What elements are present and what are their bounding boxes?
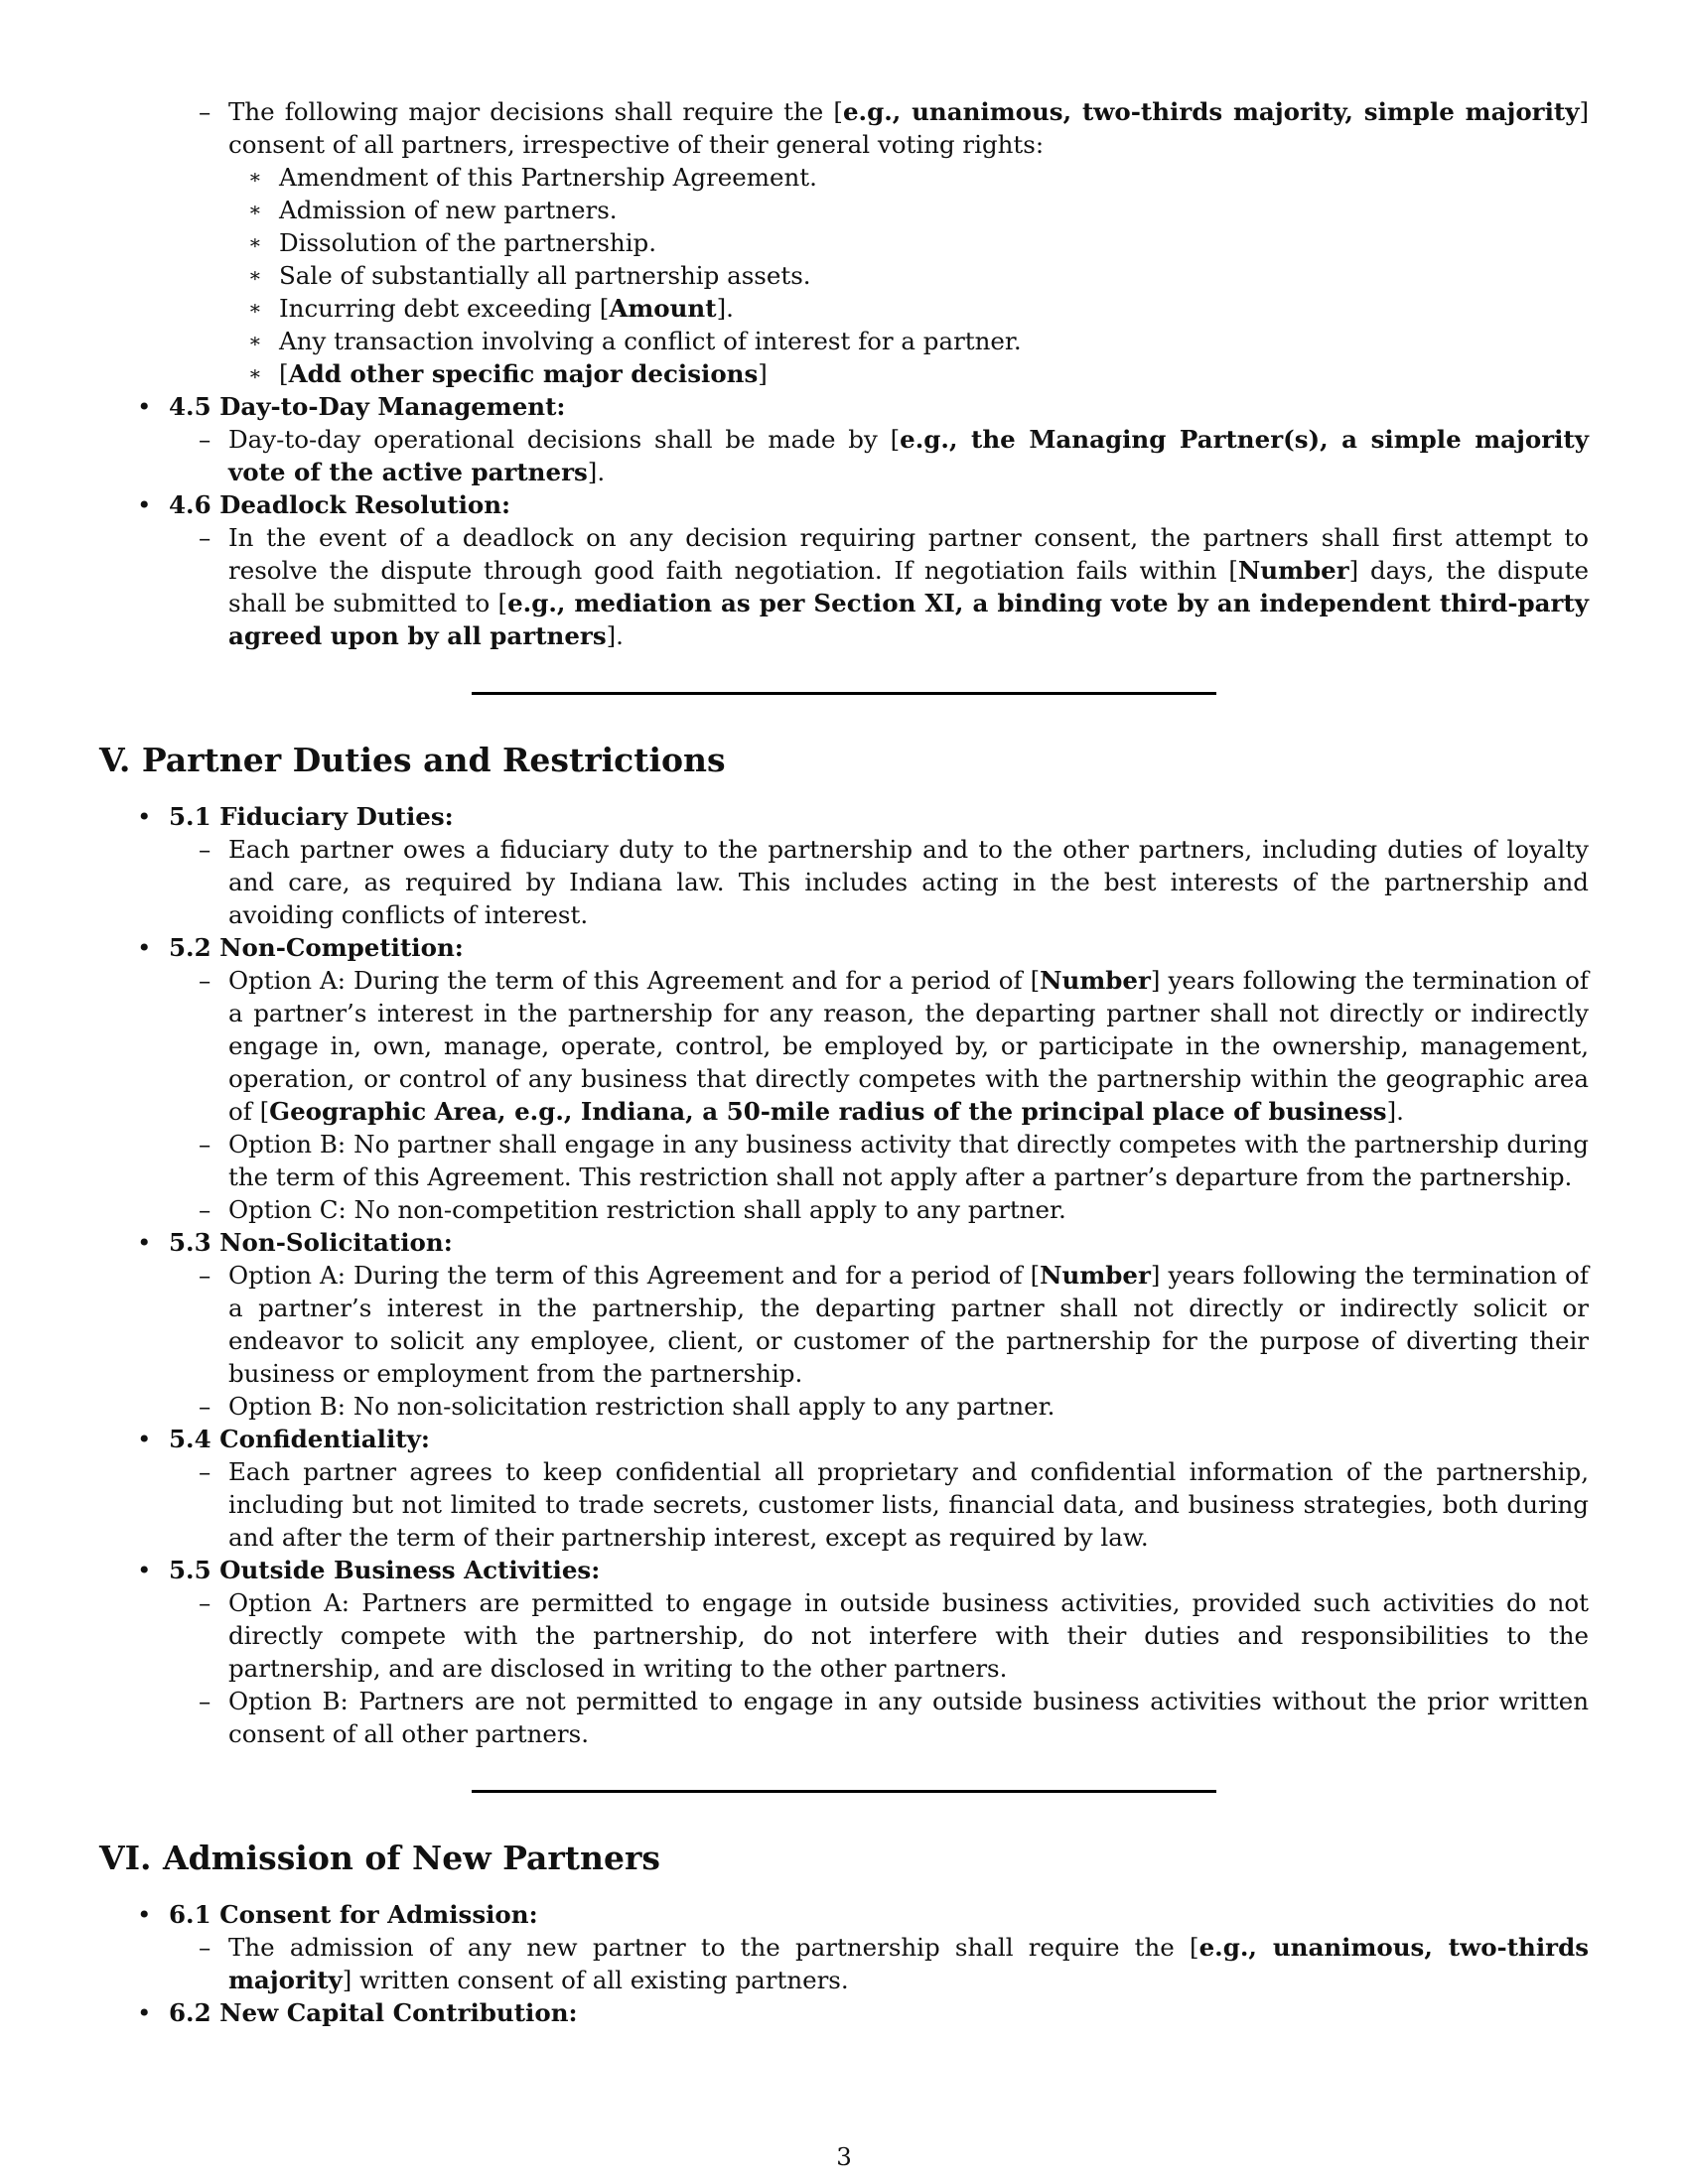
dot-bullet: •: [137, 1228, 152, 1257]
clause-5-2-option-b: – Option B: No partner shall engage in any business activity that directly competes with the partnership during the term of this Agreement. This restriction shall not apply after a partner’s departure from the partnership.: [199, 1130, 1589, 1191]
clause-5-4: [99, 1423, 1589, 1455]
dot-bullet: •: [137, 1425, 152, 1453]
dash-bullet: –: [199, 1392, 211, 1421]
dot-bullet: •: [137, 1998, 152, 2027]
dot-bullet: •: [137, 392, 152, 421]
dash-bullet: –: [199, 1195, 211, 1224]
dot-bullet: •: [137, 490, 152, 519]
clause-5-5: [99, 1554, 1589, 1586]
dash-bullet: –: [199, 425, 211, 454]
dash-bullet: –: [199, 1687, 211, 1715]
clause-5-5-option-b: – Option B: Partners are not permitted to engage in any outside business activities without the prior written consent of all other partners.: [199, 1687, 1589, 1748]
asterisk-bullet: ∗: [248, 329, 262, 352]
section-divider: [472, 1790, 1216, 1793]
clause-5-5-option-a: – Option A: Partners are permitted to engage in outside business activities, provided such activities do not directly compete with the partnership, do not interfere with their duties and responsibilities to the partnership, and are disclosed in writing to the other partners.: [199, 1588, 1589, 1683]
dash-bullet: –: [199, 1261, 211, 1290]
dot-bullet: •: [137, 802, 152, 831]
dash-bullet: –: [199, 1130, 211, 1159]
dash-bullet: –: [199, 835, 211, 864]
section-divider: [472, 692, 1216, 695]
major-decision-item: ∗ Sale of substantially all partnership assets.: [248, 261, 811, 290]
asterisk-bullet: ∗: [248, 198, 262, 221]
clause-5-2: [99, 931, 1589, 964]
clause-heading: 6.2 New Capital Contribution:: [169, 1998, 578, 2027]
clause-6-1: [99, 1898, 1589, 1931]
clause-heading: 5.3 Non-Solicitation:: [169, 1228, 453, 1257]
dash-bullet: –: [199, 1588, 211, 1617]
dash-bullet: –: [199, 1457, 211, 1486]
clause-heading: 4.5 Day-to-Day Management:: [169, 392, 566, 421]
clause-5-3-option-a: – Option A: During the term of this Agreement and for a period of [Number] years following the termination of a partner’s interest in the partnership, the departing partner shall not directly or indirectly solicit or endeavor to solicit any employee, client, or customer of the partnership for the purpose of diverting their business or employment from the partnership.: [199, 1261, 1589, 1388]
clause-heading: 5.1 Fiduciary Duties:: [169, 802, 454, 831]
section-title: VI. Admission of New Partners: [99, 1839, 660, 1877]
major-decision-item: ∗ Admission of new partners.: [248, 196, 618, 224]
clause-4-5-text: – Day-to-day operational decisions shall be made by [e.g., the Managing Partner(s), a simple majority vote of the active partners].: [199, 425, 1589, 486]
clause-5-1: [99, 800, 1589, 833]
clause-5-1-text: – Each partner owes a fiduciary duty to the partnership and to the other partners, including duties of loyalty and care, as required by Indiana law. This includes acting in the best interests of the partnership and avoiding conflicts of interest.: [199, 835, 1589, 929]
clause-4-5: [99, 390, 1589, 423]
asterisk-bullet: ∗: [248, 230, 262, 254]
clause-6-2: [99, 1996, 1589, 2029]
dash-bullet: –: [199, 523, 211, 552]
dot-bullet: •: [137, 933, 152, 962]
clause-heading: 4.6 Deadlock Resolution:: [169, 490, 511, 519]
asterisk-bullet: ∗: [248, 361, 262, 385]
clause-heading: 6.1 Consent for Admission:: [169, 1900, 538, 1929]
dash-bullet: –: [199, 1933, 211, 1962]
clause-4-6-text: – In the event of a deadlock on any decision requiring partner consent, the partners shall first attempt to resolve the dispute through good faith negotiation. If negotiation fails within [Number] days, the dispute shall be submitted to [e.g., mediation as per Section XI, a binding vote by an independent third-party agreed upon by all partners].: [199, 523, 1589, 650]
asterisk-bullet: ∗: [248, 263, 262, 287]
major-decisions-item: – The following major decisions shall require the [e.g., unanimous, two-thirds majority, simple majority] consent of all partners, irrespective of their general voting rights:: [199, 97, 1589, 159]
section-title: V. Partner Duties and Restrictions: [99, 741, 726, 779]
clause-5-2-option-a: – Option A: During the term of this Agreement and for a period of [Number] years following the termination of a partner’s interest in the partnership for any reason, the departing partner shall not directly or indirectly engage in, own, manage, operate, control, be employed by, or participate in the ownership, management, operation, or control of any business that directly competes with the partnership within the geographic area of [Geographic Area, e.g., Indiana, a 50-mile radius of the principal place of business].: [199, 966, 1589, 1126]
major-decision-item: ∗ Any transaction involving a conflict of interest for a partner.: [248, 327, 1022, 355]
clause-5-4-text: – Each partner agrees to keep confidential all proprietary and confidential information of the partnership, including but not limited to trade secrets, customer lists, financial data, and business strategies, both during and after the term of their partnership interest, except as required by law.: [199, 1457, 1589, 1552]
clause-5-3: [99, 1226, 1589, 1259]
clause-heading: 5.5 Outside Business Activities:: [169, 1556, 601, 1584]
clause-4-6: [99, 488, 1589, 521]
major-decision-item: ∗ Amendment of this Partnership Agreement.: [248, 163, 817, 192]
asterisk-bullet: ∗: [248, 296, 262, 320]
dash-bullet: –: [199, 966, 211, 995]
major-decision-item-debt: ∗ Incurring debt exceeding [Amount].: [248, 294, 734, 323]
page-number: 3: [836, 2142, 852, 2171]
dot-bullet: •: [137, 1900, 152, 1929]
dash-bullet: –: [199, 97, 211, 126]
clause-5-2-option-c: – Option C: No non-competition restriction shall apply to any partner.: [199, 1195, 1066, 1224]
clause-5-3-option-b: – Option B: No non-solicitation restriction shall apply to any partner.: [199, 1392, 1055, 1421]
clause-6-1-text: – The admission of any new partner to the partnership shall require the [e.g., unanimous, two-thirds majority] written consent of all existing partners.: [199, 1933, 1589, 1994]
clause-heading: 5.4 Confidentiality:: [169, 1425, 430, 1453]
asterisk-bullet: ∗: [248, 165, 262, 189]
dot-bullet: •: [137, 1556, 152, 1584]
major-decision-item-other: ∗ [Add other specific major decisions]: [248, 359, 768, 388]
page-content: [99, 95, 1589, 2029]
clause-heading: 5.2 Non-Competition:: [169, 933, 464, 962]
major-decision-item: ∗ Dissolution of the partnership.: [248, 228, 657, 257]
